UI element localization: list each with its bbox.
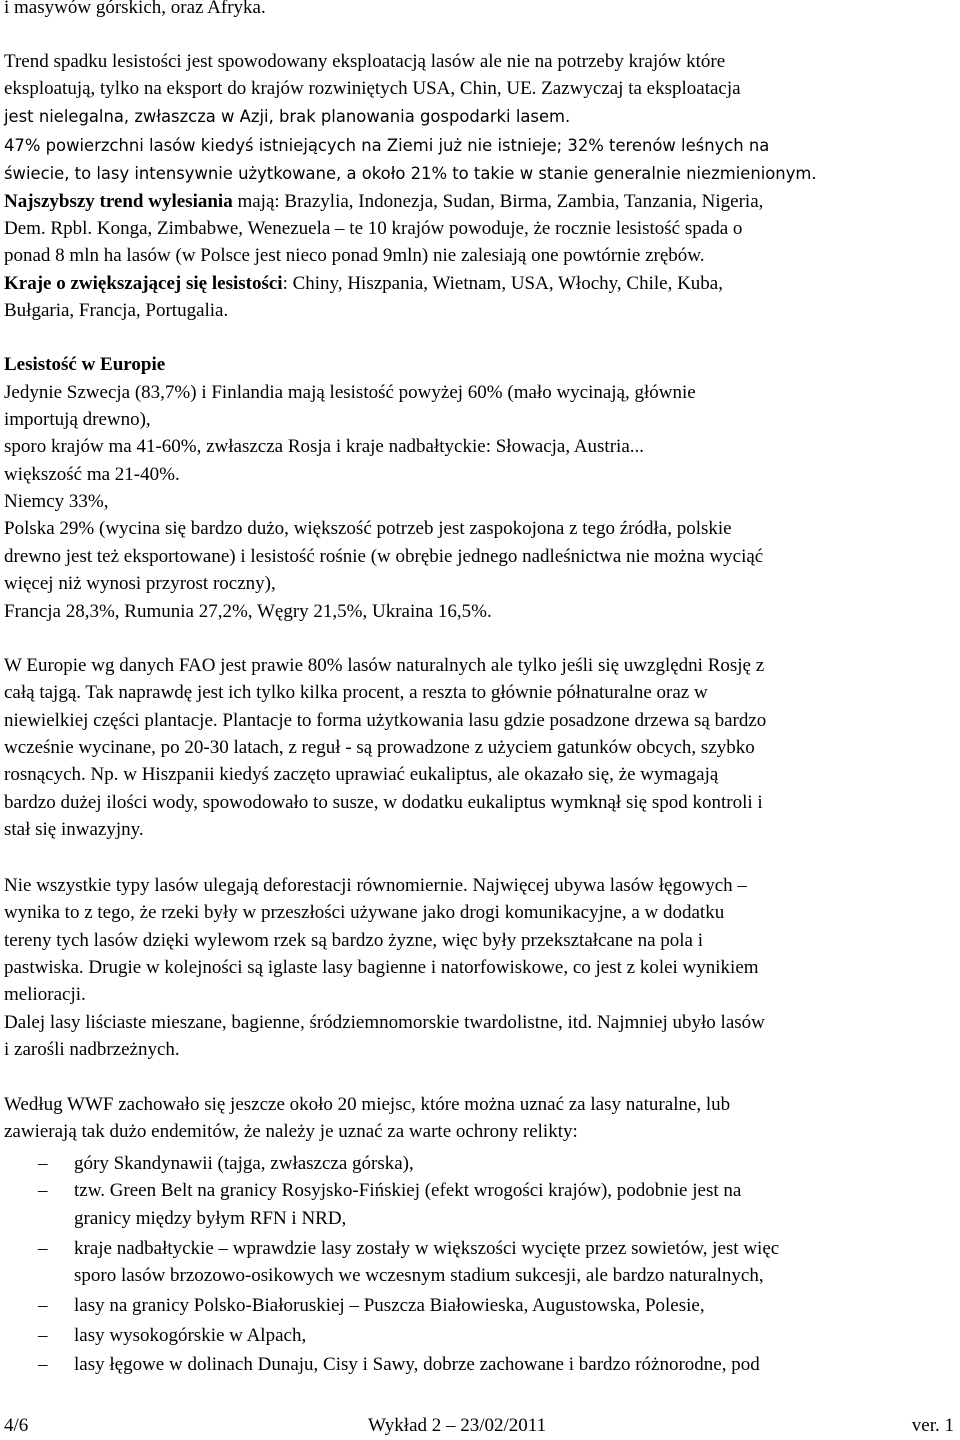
list-item-continuation: sporo lasów brzozowo-osikowych we wczesnym stadium sukcesji, ale bardzo naturalnych, <box>74 1265 764 1286</box>
stats-line-2: świecie, to lasy intensywnie użytkowane, a około 21% to takie w stanie generalnie niezmienionym. <box>4 164 817 183</box>
trend-line-2: eksploatują, tylko na eksport do krajów rozwiniętych USA, Chin, UE. Zazwyczaj ta eksploatacja <box>4 78 741 99</box>
fao-line-7: stał się inwazyjny. <box>4 819 144 840</box>
growing-label: Kraje o zwiększającej się lesistości <box>4 273 283 294</box>
europe-line-5: Niemcy 33%, <box>4 491 109 512</box>
europe-line-4: większość ma 21-40%. <box>4 464 180 485</box>
deforest-line-5: melioracji. <box>4 984 86 1005</box>
list-item: tzw. Green Belt na granicy Rosyjsko-Fińskiej (efekt wrogości krajów), podobnie jest na <box>74 1180 742 1201</box>
fastest-label: Najszybszy trend wylesiania <box>4 191 233 212</box>
growing-line-1: Kraje o zwiększającej się lesistości: Chiny, Hiszpania, Wietnam, USA, Włochy, Chile, Kuba, <box>4 273 723 294</box>
deforest-line-2: wynika to z tego, że rzeki były w przeszłości używane jako drogi komunikacyjne, a w dodatku <box>4 902 725 923</box>
list-dash: – <box>38 1238 48 1259</box>
list-item: lasy łęgowe w dolinach Dunaju, Cisy i Sawy, dobrze zachowane i bardzo różnorodne, pod <box>74 1354 760 1375</box>
europe-line-9: Francja 28,3%, Rumunia 27,2%, Węgry 21,5%, Ukraina 16,5%. <box>4 601 492 622</box>
list-item: lasy na granicy Polsko-Białoruskiej – Puszcza Białowieska, Augustowska, Polesie, <box>74 1295 705 1316</box>
fao-line-2: całą tajgą. Tak naprawdę jest ich tylko kilka procent, a reszta to głównie półnaturalne oraz w <box>4 682 708 703</box>
fao-line-5: rosnących. Np. w Hiszpanii kiedyś zaczęto uprawiać eukaliptus, ale okazało się, że wymagają <box>4 764 719 785</box>
fao-line-3: niewielkiej części plantacje. Plantacje to forma użytkowania lasu gdzie posadzone drzewa są bardzo <box>4 710 767 731</box>
list-item-continuation: granicy między byłym RFN i NRD, <box>74 1208 347 1229</box>
list-item: góry Skandynawii (tajga, zwłaszcza górska), <box>74 1153 414 1174</box>
fao-line-4: wcześnie wycinane, po 20-30 latach, z reguł - są prowadzone z użyciem gatunków obcych, szybko <box>4 737 755 758</box>
europe-line-1: Jedynie Szwecja (83,7%) i Finlandia mają lesistość powyżej 60% (mało wycinają, głównie <box>4 382 696 403</box>
fastest-line-2: Dem. Rpbl. Konga, Zimbabwe, Wenezuela – te 10 krajów powoduje, że rocznie lesistość spada o <box>4 218 743 239</box>
deforest-line-7: i zarośli nadbrzeżnych. <box>4 1039 180 1060</box>
europe-line-7: drewno jest też eksportowane) i lesistość rośnie (w obrębie jednego nadleśnictwa nie można wyciąć <box>4 546 764 567</box>
footer-title: Wykład 2 – 23/02/2011 <box>368 1415 547 1436</box>
deforest-line-4: pastwiska. Drugie w kolejności są iglaste lasy bagienne i natorfowiskowe, co jest z kolei wynikiem <box>4 957 759 978</box>
list-dash: – <box>38 1325 48 1346</box>
trend-line-1: Trend spadku lesistości jest spowodowany eksploatacją lasów ale nie na potrzeby krajów które <box>4 51 726 72</box>
list-dash: – <box>38 1153 48 1174</box>
deforest-line-6: Dalej lasy liściaste mieszane, bagienne, śródziemnomorskie twardolistne, itd. Najmniej ubyło lasów <box>4 1012 765 1033</box>
fastest-line-3: ponad 8 mln ha lasów (w Polsce jest nieco ponad 9mln) nie zalesiają one powtórnie zrębów. <box>4 245 705 266</box>
list-dash: – <box>38 1180 48 1201</box>
europe-line-6: Polska 29% (wycina się bardzo dużo, większość potrzeb jest zaspokojona z tego źródła, polskie <box>4 518 732 539</box>
wwf-line-2: zawierają tak dużo endemitów, że należy je uznać za warte ochrony relikty: <box>4 1121 578 1142</box>
growing-line-2: Bułgaria, Francja, Portugalia. <box>4 300 229 321</box>
fastest-line-1: Najszybszy trend wylesiania mają: Brazylia, Indonezja, Sudan, Birma, Zambia, Tanzania, Nigeria, <box>4 191 764 212</box>
page-number: 4/6 <box>4 1415 29 1436</box>
trend-line-3: jest nielegalna, zwłaszcza w Azji, brak planowania gospodarki lasem. <box>4 107 571 126</box>
europe-line-8: więcej niż wynosi przyrost roczny), <box>4 573 276 594</box>
list-item: lasy wysokogórskie w Alpach, <box>74 1325 307 1346</box>
europe-heading: Lesistość w Europie <box>4 354 166 375</box>
intro-line: i masywów górskich, oraz Afryka. <box>4 0 266 18</box>
europe-line-3: sporo krajów ma 41-60%, zwłaszcza Rosja i kraje nadbałtyckie: Słowacja, Austria... <box>4 436 644 457</box>
deforest-line-1: Nie wszystkie typy lasów ulegają deforestacji równomiernie. Najwięcej ubywa lasów łęgowych – <box>4 875 747 896</box>
fao-line-1: W Europie wg danych FAO jest prawie 80% lasów naturalnych ale tylko jeśli się uwzględni Rosję z <box>4 655 765 676</box>
footer-version: ver. 1 <box>911 1415 954 1436</box>
stats-line-1: 47% powierzchni lasów kiedyś istniejących na Ziemi już nie istnieje; 32% terenów leśnych na <box>4 136 770 155</box>
list-dash: – <box>38 1295 48 1316</box>
europe-line-2: importują drewno), <box>4 409 151 430</box>
wwf-line-1: Według WWF zachowało się jeszcze około 20 miejsc, które można uznać za lasy naturalne, lub <box>4 1094 731 1115</box>
deforest-line-3: tereny tych lasów dzięki wylewom rzek są bardzo żyzne, więc były przekształcane na pola i <box>4 930 704 951</box>
fao-line-6: bardzo dużej ilości wody, spowodowało to susze, w dodatku eukaliptus wymknął się spod kontroli i <box>4 792 763 813</box>
list-dash: – <box>38 1354 48 1375</box>
list-item: kraje nadbałtyckie – wprawdzie lasy zostały w większości wycięte przez sowietów, jest więc <box>74 1238 780 1259</box>
